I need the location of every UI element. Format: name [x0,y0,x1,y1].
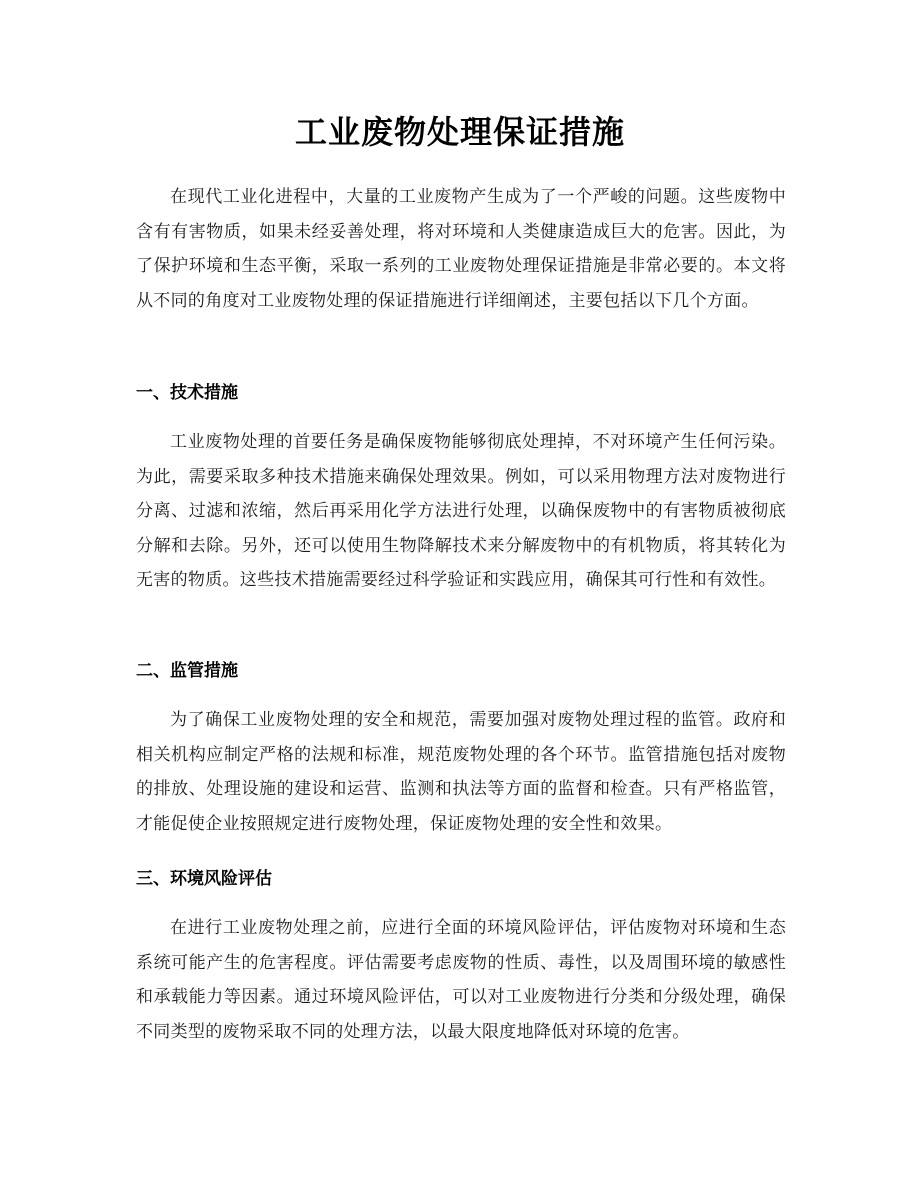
section-body-regulatory: 为了确保工业废物处理的安全和规范，需要加强对废物处理过程的监管。政府和相关机构应制定严格的法规和标准，规范废物处理的各个环节。监管措施包括对废物的排放、处理设施的建设和运营、监测和执法等方面的监督和检查。只有严格监管，才能促使企业按照规定进行废物处理，保证废物处理的安全性和效果。 [136,710,786,834]
section-body-technical: 工业废物处理的首要任务是确保废物能够彻底处理掉，不对环境产生任何污染。为此，需要采取多种技术措施来确保处理效果。例如，可以采用物理方法对废物进行分离、过滤和浓缩，然后再采用化学方法进行处理，以确保废物中的有害物质被彻底分解和去除。另外，还可以使用生物降解技术来分解废物中的有机物质，将其转化为无害的物质。这些技术措施需要经过科学验证和实践应用，确保其可行性和有效性。 [136,432,786,590]
section-heading-technical: 一、技术措施 [136,383,238,403]
document-title: 工业废物处理保证措施 [294,113,625,151]
section-heading-regulatory: 二、监管措施 [136,661,238,681]
intro-paragraph: 在现代工业化进程中，大量的工业废物产生成为了一个严峻的问题。这些废物中含有有害物质，如果未经妥善处理，将对环境和人类健康造成巨大的危害。因此，为了保护环境和生态平衡，采取一系列的工业废物处理保证措施是非常必要的。本文将从不同的角度对工业废物处理的保证措施进行详细阐述，主要包括以下几个方面。 [136,187,786,311]
section-heading-risk-assessment: 三、环境风险评估 [136,869,272,889]
section-body-risk-assessment: 在进行工业废物处理之前，应进行全面的环境风险评估，评估废物对环境和生态系统可能产生的危害程度。评估需要考虑废物的性质、毒性，以及周围环境的敏感性和承载能力等因素。通过环境风险评估，可以对工业废物进行分类和分级处理，确保不同类型的废物采取不同的处理方法，以最大限度地降低对环境的危害。 [136,918,786,1042]
